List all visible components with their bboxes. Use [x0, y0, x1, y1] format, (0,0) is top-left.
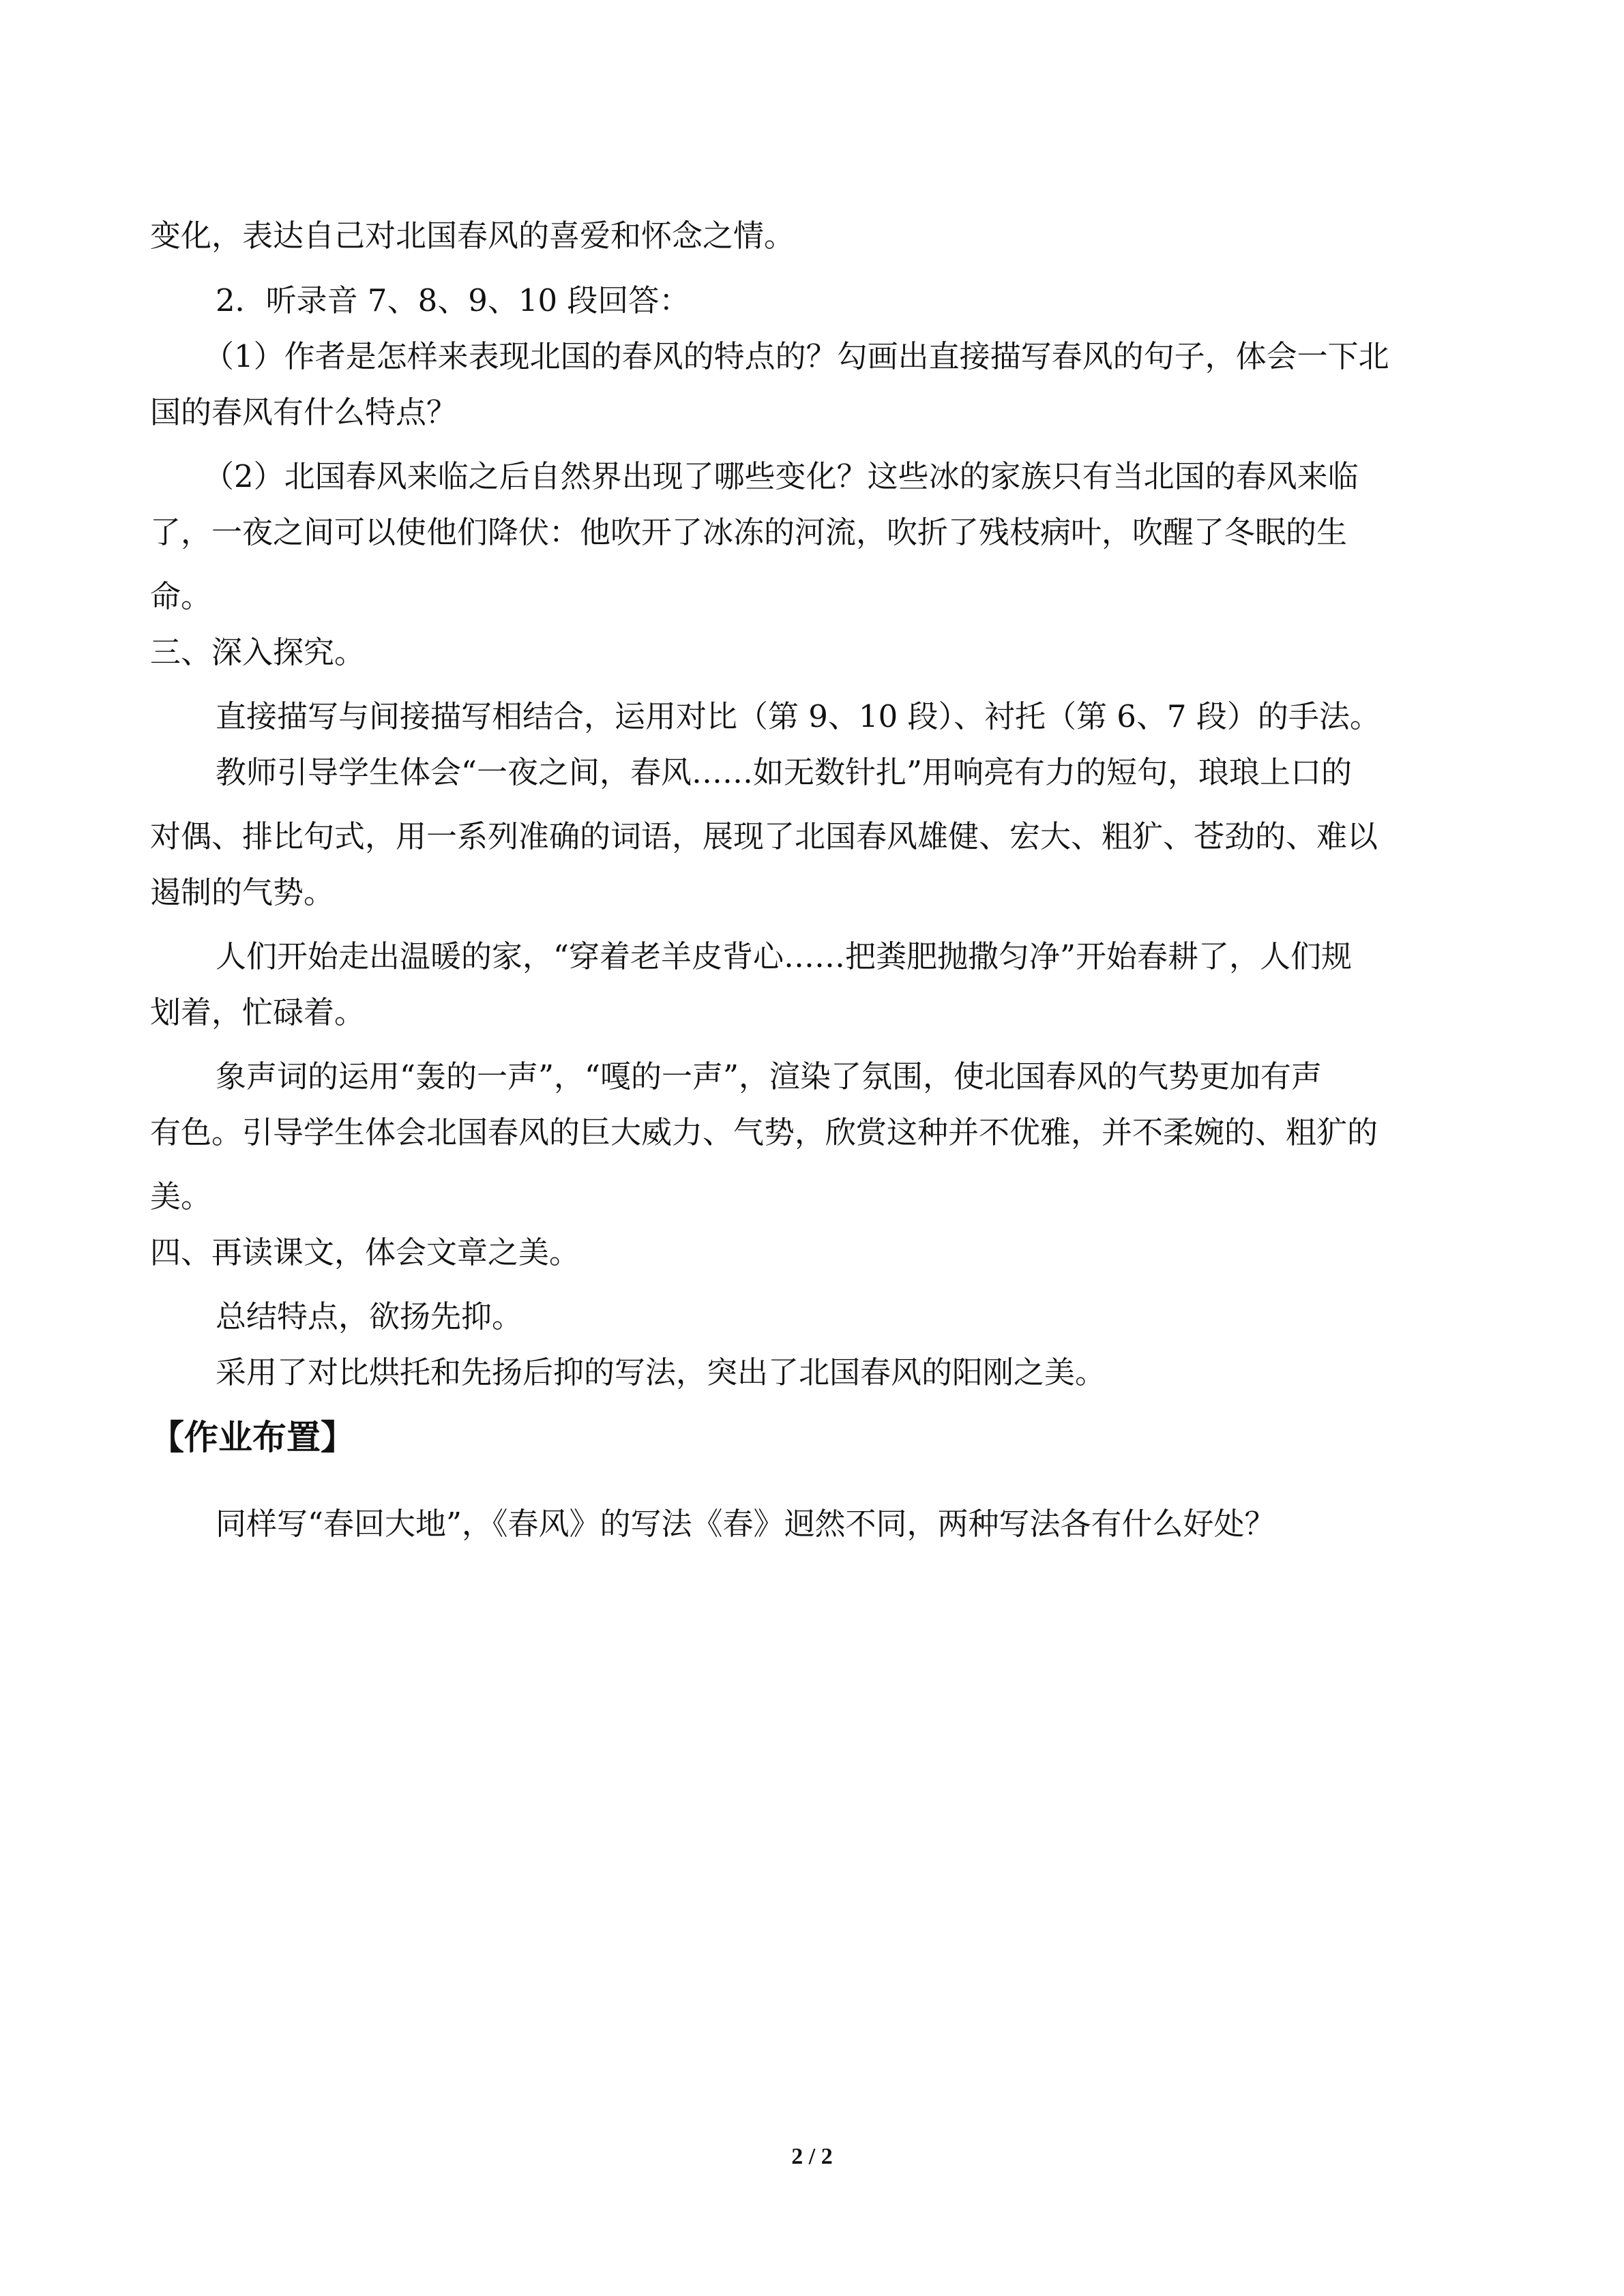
text-line-3: （1）作者是怎样来表现北国的春风的特点的？勾画出直接描写春风的句子，体会一下北: [203, 338, 1389, 374]
section-heading-4: 四、再读课文，体会文章之美。: [150, 1234, 580, 1270]
text-line-11: 对偶、排比句式，用一系列准确的词语，展现了北国春风雄健、宏大、粗犷、苍劲的、难以: [150, 818, 1378, 854]
text-line-7: 命。: [150, 578, 212, 614]
text-line-10: 教师引导学生体会“一夜之间，春风……如无数针扎”用响亮有力的短句，琅琅上口的: [216, 754, 1353, 790]
text-line-1: 变化，表达自己对北国春风的喜爱和怀念之情。: [150, 218, 795, 254]
text-line-13: 人们开始走出温暖的家，“穿着老羊皮背心……把粪肥抛撒匀净”开始春耕了，人们规: [216, 938, 1353, 974]
text-line-20: 采用了对比烘托和先扬后抑的写法，突出了北国春风的阳刚之美。: [216, 1354, 1106, 1390]
text-line-4: 国的春风有什么特点？: [150, 394, 458, 430]
homework-heading: 【作业布置】: [150, 1418, 355, 1457]
text-line-15: 象声词的运用“轰的一声”，“嘎的一声”，渲染了氛围，使北国春风的气势更加有声: [216, 1058, 1323, 1094]
text-line-17: 美。: [150, 1178, 212, 1214]
text-line-2: 2．听录音 7、8、9、10 段回答：: [216, 282, 690, 318]
page-number: 2 / 2: [791, 2144, 833, 2169]
text-line-16: 有色。引导学生体会北国春风的巨大威力、气势，欣赏这种并不优雅，并不柔婉的、粗犷的: [150, 1114, 1378, 1150]
section-heading-3: 三、深入探究。: [150, 634, 366, 670]
text-line-12: 遏制的气势。: [150, 874, 335, 910]
text-line-9: 直接描写与间接描写相结合，运用对比（第 9、10 段）、衬托（第 6、7 段）的手法。: [216, 698, 1381, 734]
text-line-6: 了，一夜之间可以使他们降伏：他吹开了冰冻的河流，吹折了残枝病叶，吹醒了冬眠的生: [150, 514, 1348, 550]
text-line-14: 划着，忙碌着。: [150, 994, 366, 1030]
text-line-5: （2）北国春风来临之后自然界出现了哪些变化？这些冰的家族只有当北国的春风来临: [203, 458, 1359, 494]
text-line-19: 总结特点，欲扬先抑。: [216, 1298, 523, 1335]
homework-text: 同样写“春回大地”，《春风》的写法《春》迥然不同，两种写法各有什么好处？: [216, 1506, 1275, 1542]
